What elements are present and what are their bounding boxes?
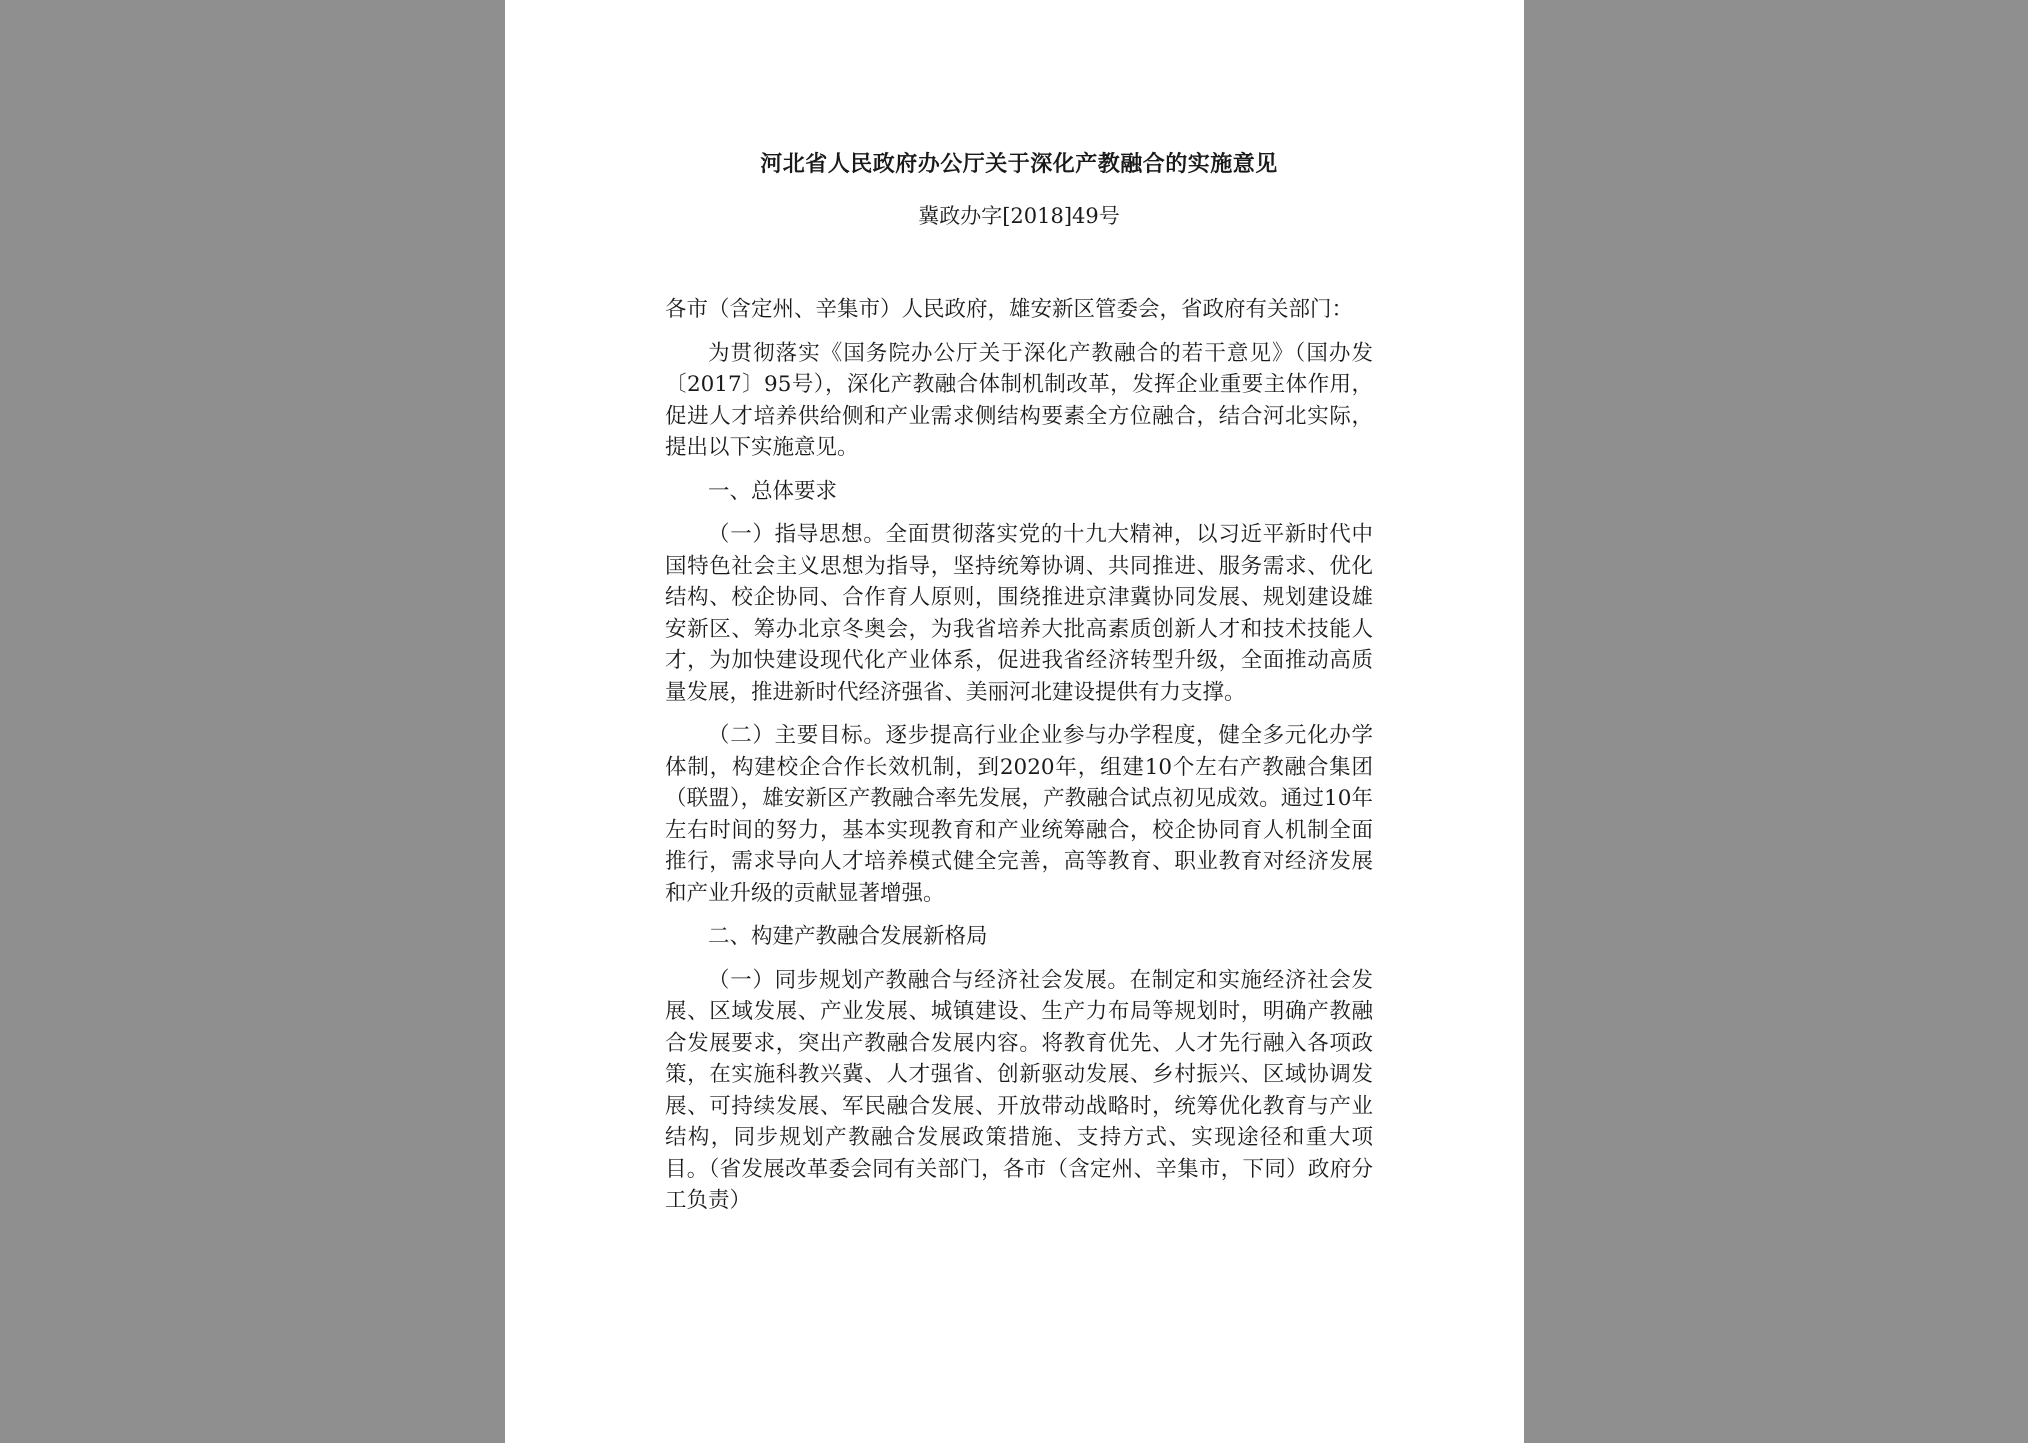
document-content (665, 146, 1373, 1217)
intro-paragraph: 为贯彻落实《国务院办公厅关于深化产教融合的若干意见》（国办发〔2017〕95号），深化产教融合体制机制改革，发挥企业重要主体作用，促进人才培养供给侧和产业需求侧结构要素全方位融合，结合河北实际，提出以下实施意见。 (665, 340, 1373, 460)
section-2-paragraph-1: （一）同步规划产教融合与经济社会发展。在制定和实施经济社会发展、区域发展、产业发展、城镇建设、生产力布局等规划时，明确产教融合发展要求，突出产教融合发展内容。将教育优先、人才先行融入各项政策，在实施科教兴冀、人才强省、创新驱动发展、乡村振兴、区域协调发展、可持续发展、军民融合发展、开放带动战略时，统筹优化教育与产业结构，同步规划产教融合发展政策措施、支持方式、实现途径和重大项目。（省发展改革委会同有关部门，各市（含定州、辛集市，下同）政府分工负责） (665, 967, 1373, 1213)
section-1-paragraph-1: （一）指导思想。全面贯彻落实党的十九大精神，以习近平新时代中国特色社会主义思想为指导，坚持统筹协调、共同推进、服务需求、优化结构、校企协同、合作育人原则，围绕推进京津冀协同发展、规划建设雄安新区、筹办北京冬奥会，为我省培养大批高素质创新人才和技术技能人才，为加快建设现代化产业体系，促进我省经济转型升级，全面推动高质量发展，推进新时代经济强省、美丽河北建设提供有力支撑。 (665, 522, 1373, 705)
document-title: 河北省人民政府办公厅关于深化产教融合的实施意见 (760, 151, 1278, 177)
addressee: 各市（含定州、辛集市）人民政府，雄安新区管委会，省政府有关部门： (665, 297, 1354, 322)
section-1-paragraph-2: （二）主要目标。逐步提高行业企业参与办学程度，健全多元化办学体制，构建校企合作长效机制，到2020年，组建10个左右产教融合集团（联盟），雄安新区产教融合率先发展，产教融合试点初见成效。通过10年左右时间的努力，基本实现教育和产业统筹融合，校企协同育人机制全面推行，需求导向人才培养模式健全完善，高等教育、职业教育对经济发展和产业升级的贡献显著增强。 (665, 723, 1373, 906)
section-heading-2: 二、构建产教融合发展新格局 (708, 924, 988, 949)
document-number: 冀政办字[2018]49号 (918, 204, 1120, 228)
document-page (505, 0, 1524, 1443)
section-heading-1: 一、总体要求 (708, 478, 838, 504)
